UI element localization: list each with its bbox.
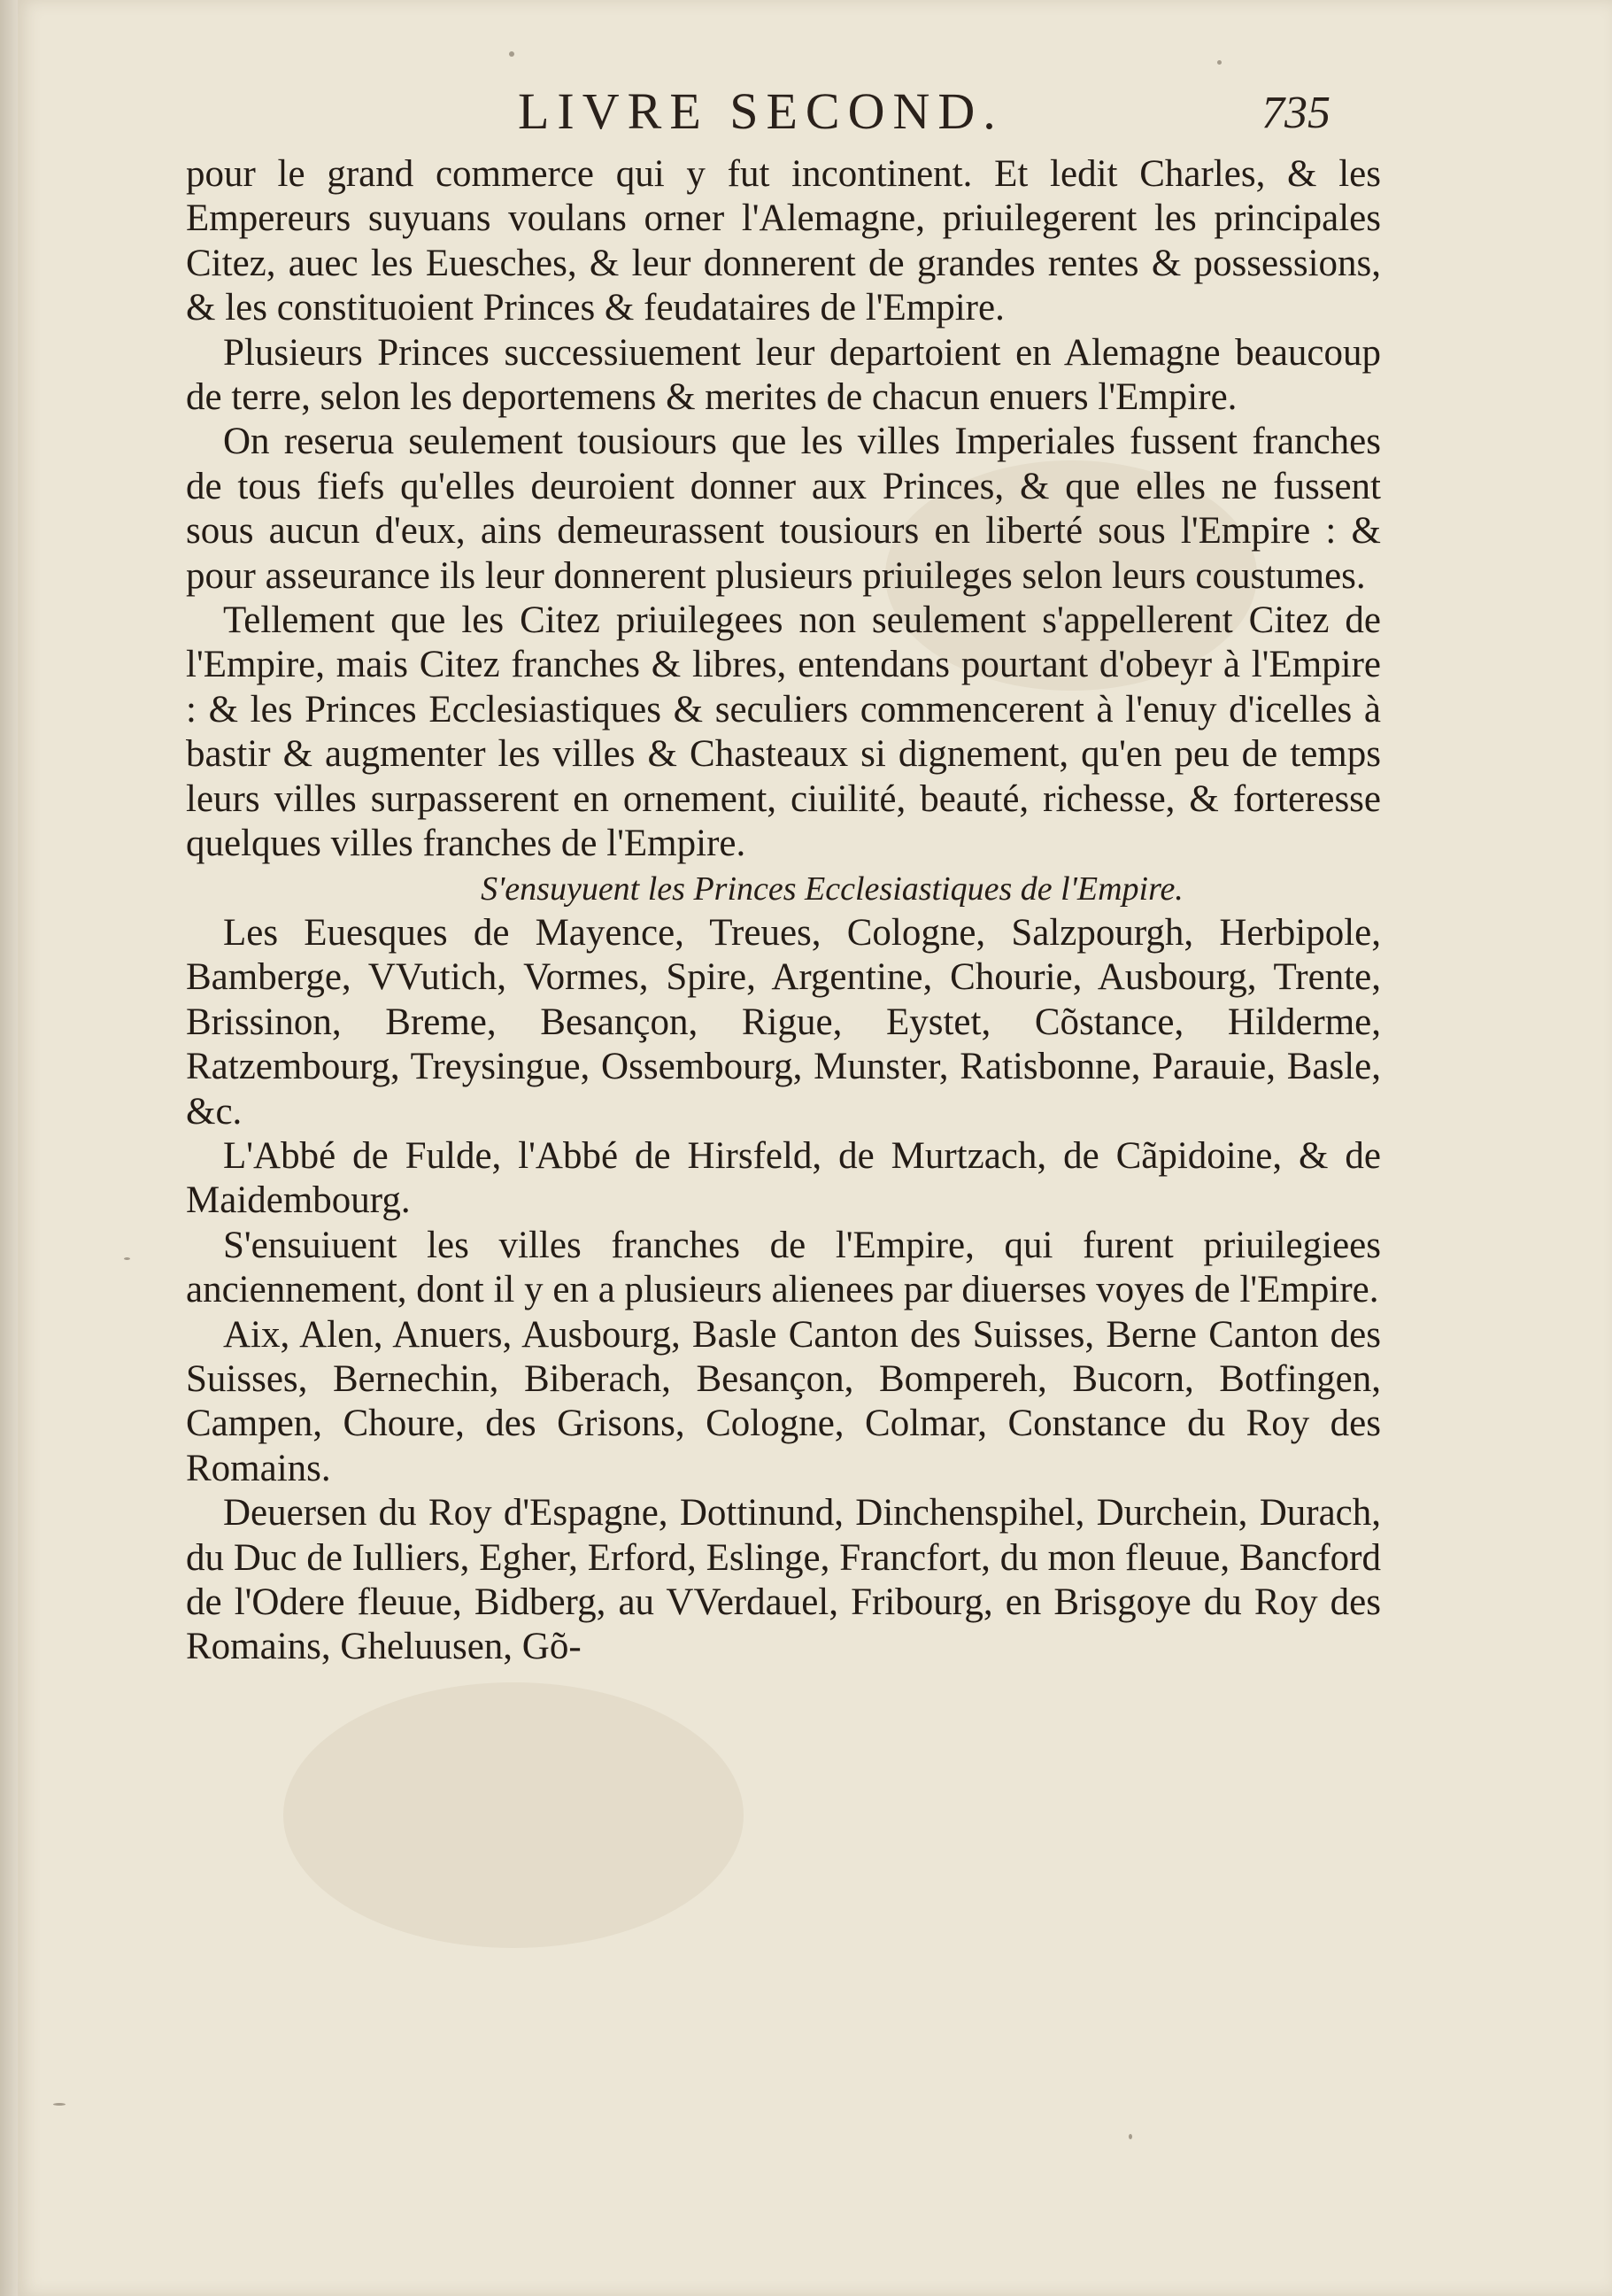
paragraph: Les Euesques de Mayence, Treues, Cologne, Salzpourgh, Herbipole, Bamberge, VVutich, Vormes, Spire, Argentine, Chourie, Ausbourg, Trente, Brissinon, Breme, Besançon, Rigue, Eystet, Cõstance, Hilderme, Ratzembourg, Treysingue, Ossembourg, Munster, Ratisbonne, Parauie, Basle, &c. [186, 911, 1381, 1133]
paragraph: pour le grand commerce qui y fut incontinent. Et ledit Charles, & les Empereurs suyuans voulans orner l'Alemagne, priuilegerent les principales Citez, auec les Euesches, & leur donnerent de grandes rentes & possessions, & les constituoient Princes & feudataires de l'Empire. [186, 153, 1381, 329]
book-page [18, 0, 1612, 2296]
paragraph: Tellement que les Citez priuilegees non seulement s'appellerent Citez de l'Empire, mais Citez franches & libres, entendans pourtant d'obeyr à l'Empire : & les Princes Ecclesiastiques & seculiers commencerent à l'enuy d'icelles à bastir & augmenter les villes & Chasteaux si dignement, qu'en peu de temps leurs villes surpasserent en ornement, ciuilité, beauté, richesse, & forteresse quelques villes franches de l'Empire. [186, 599, 1381, 865]
paragraph: Deuersen du Roy d'Espagne, Dottinund, Dinchenspihel, Durchein, Durach, du Duc de Iulliers, Egher, Erford, Eslinge, Francfort, du mon fleuue, Bancford de l'Odere fleuue, Bidberg, au VVerdauel, Fribourg, en Brisgoye du Roy des Romains, Gheluusen, Gõ- [186, 1492, 1381, 1668]
paragraph: L'Abbé de Fulde, l'Abbé de Hirsfeld, de Murtzach, de Cãpidoine, & de Maidembourg. [186, 1134, 1381, 1222]
page-body [186, 152, 1381, 1670]
ink-speck [53, 2103, 66, 2106]
section-heading: S'ensuyuent les Princes Ecclesiastiques de l'Empire. [481, 870, 1184, 908]
ink-speck [1217, 60, 1222, 65]
paper-stain [283, 1682, 744, 1948]
book-title: LIVRE SECOND. [518, 82, 1004, 140]
ink-speck [509, 51, 514, 57]
paragraph: S'ensuiuent les villes franches de l'Empire, qui furent priuilegiees anciennement, dont il y en a plusieurs alienees par diuerses voyes de l'Empire. [186, 1224, 1381, 1311]
page-number: 735 [1261, 88, 1330, 138]
ink-speck [1129, 2134, 1132, 2139]
spine-shadow [0, 0, 18, 2296]
paragraph: On reserua seulement tousiours que les villes Imperiales fussent franches de tous fiefs qu'elles deuroient donner aux Princes, & que elles ne fussent sous aucun d'eux, ains demeurassent tousiours en liberté sous l'Empire : & pour asseurance ils leur donnerent plusieurs priuileges selon leurs coustumes. [186, 421, 1381, 597]
running-head [18, 81, 1612, 152]
paragraph: Plusieurs Princes successiuement leur departoient en Alemagne beaucoup de terre, selon les deportemens & merites de chacun enuers l'Empire. [186, 331, 1381, 419]
ink-speck [124, 1257, 130, 1260]
paragraph: Aix, Alen, Anuers, Ausbourg, Basle Canton des Suisses, Berne Canton des Suisses, Bernechin, Biberach, Besançon, Bompereh, Bucorn, Botfingen, Campen, Choure, des Grisons, Cologne, Colmar, Constance du Roy des Romains. [186, 1313, 1381, 1489]
